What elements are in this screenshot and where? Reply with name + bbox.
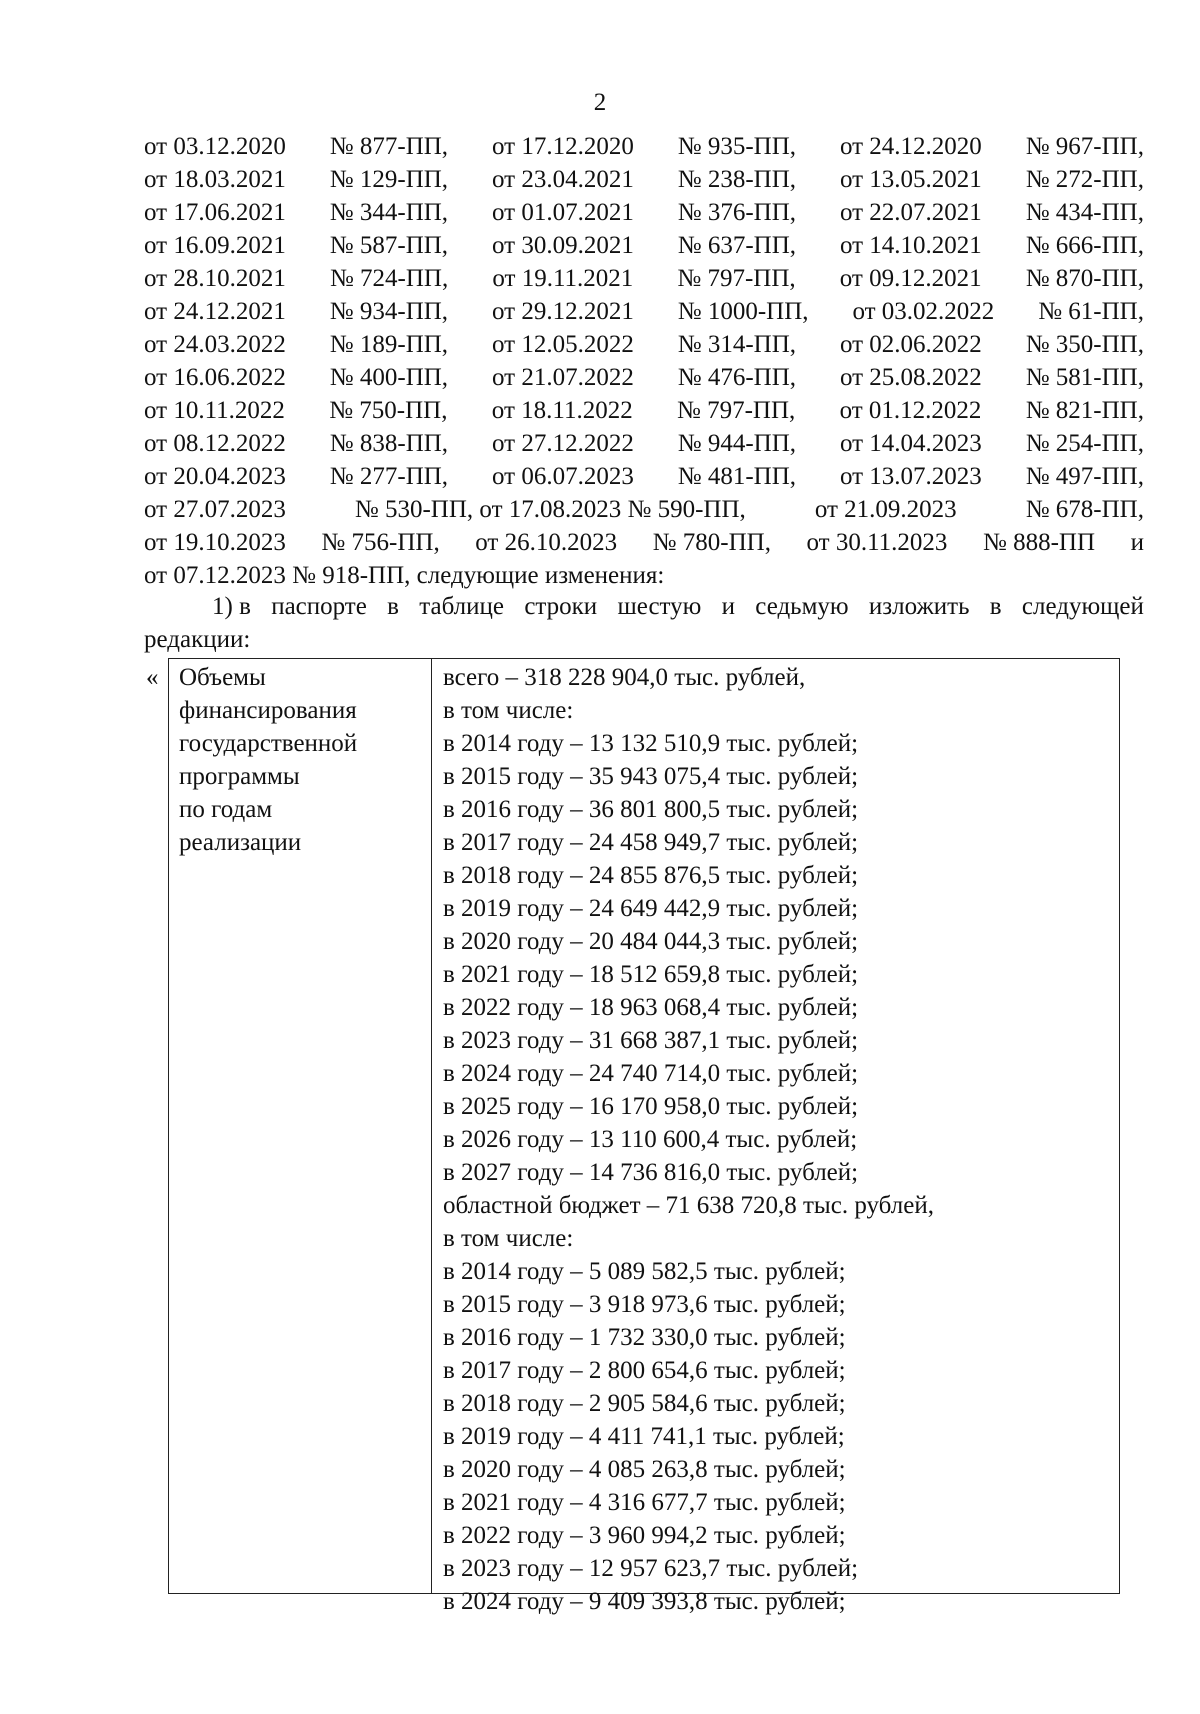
opening-quote: «: [146, 664, 159, 691]
amendment-item-line: редакции:: [144, 626, 251, 653]
amendment-item: [144, 590, 1144, 656]
funding-line: в 2017 году – 24 458 949,7 тыс. рублей;: [443, 829, 859, 856]
reference-number: № 376-ПП,: [677, 199, 797, 226]
references-block: [144, 130, 1144, 592]
reference-row: [144, 328, 1144, 361]
reference-number: № 400-ПП,: [329, 364, 449, 391]
reference-number: № 581-ПП,: [1025, 364, 1144, 391]
reference-date: от 14.04.2023: [839, 430, 982, 457]
amendment-word: строки: [524, 593, 598, 620]
reference-number: № 666-ПП,: [1025, 232, 1144, 259]
passport-label-cell: [169, 659, 432, 1593]
reference-row: [144, 163, 1144, 196]
funding-line: в 2020 году – 4 085 263,8 тыс. рублей;: [443, 1456, 846, 1483]
reference-row: [144, 460, 1144, 493]
reference-number: № 476-ПП,: [677, 364, 797, 391]
reference-number: № 434-ПП,: [1025, 199, 1144, 226]
reference-date: от 20.04.2023: [144, 463, 286, 490]
funding-line: в 2017 году – 2 800 654,6 тыс. рублей;: [443, 1357, 846, 1384]
reference-row: [144, 427, 1144, 460]
funding-line: в 2024 году – 24 740 714,0 тыс. рублей;: [443, 1060, 859, 1087]
reference-date: от 25.08.2022: [839, 364, 982, 391]
reference-date: от 12.05.2022: [491, 331, 634, 358]
funding-line: в 2027 году – 14 736 816,0 тыс. рублей;: [443, 1159, 859, 1186]
funding-line: в 2019 году – 24 649 442,9 тыс. рублей;: [443, 895, 859, 922]
amendment-word: таблице: [419, 593, 505, 620]
reference-date: от 23.04.2021: [491, 166, 634, 193]
reference-conjunction: и: [1130, 529, 1144, 556]
reference-number: № 870-ПП,: [1025, 265, 1144, 292]
reference-date: от 19.11.2021: [492, 265, 634, 292]
funding-line: в 2019 году – 4 411 741,1 тыс. рублей;: [443, 1423, 845, 1450]
amendment-word: в: [387, 593, 399, 620]
funding-line: в 2015 году – 3 918 973,6 тыс. рублей;: [443, 1291, 846, 1318]
reference-number: № 350-ПП,: [1025, 331, 1144, 358]
amendment-word: и: [721, 593, 735, 620]
reference-number: № 314-ПП,: [677, 331, 797, 358]
reference-row: [144, 361, 1144, 394]
reference-date: от 10.11.2022: [144, 397, 285, 424]
reference-number: № 821-ПП,: [1025, 397, 1144, 424]
reference-date: от 29.12.2021: [491, 298, 634, 325]
reference-number: № 797-ПП,: [676, 397, 796, 424]
reference-number: № 129-ПП,: [329, 166, 449, 193]
reference-number: № 934-ПП,: [329, 298, 449, 325]
reference-number: № 877-ПП,: [329, 133, 449, 160]
funding-line: в 2014 году – 5 089 582,5 тыс. рублей;: [443, 1258, 846, 1285]
passport-label-line: реализации: [179, 829, 302, 856]
amendment-word: в: [989, 593, 1002, 620]
reference-row: [144, 295, 1144, 328]
funding-line: в 2024 году – 9 409 393,8 тыс. рублей;: [443, 1588, 846, 1615]
passport-label-line: программы: [179, 763, 300, 790]
reference-number: № 1000-ПП,: [677, 298, 809, 325]
passport-value-cell: [432, 659, 1119, 1615]
reference-date: от 08.12.2022: [144, 430, 286, 457]
reference-number: № 272-ПП,: [1025, 166, 1144, 193]
reference-date: от 19.10.2023: [144, 529, 286, 556]
reference-date: от 24.12.2020: [839, 133, 982, 160]
funding-line: в 2026 году – 13 110 600,4 тыс. рублей;: [443, 1126, 858, 1153]
reference-date: от 03.12.2020: [144, 133, 286, 160]
reference-date: от 13.07.2023: [839, 463, 982, 490]
amendment-word: 1) в: [212, 593, 251, 620]
reference-number: № 497-ПП,: [1025, 463, 1144, 490]
funding-line: в том числе:: [443, 1225, 574, 1252]
funding-line: в 2014 году – 13 132 510,9 тыс. рублей;: [443, 730, 859, 757]
reference-number: № 944-ПП,: [677, 430, 797, 457]
reference-date: от 01.07.2021: [491, 199, 634, 226]
reference-row: [144, 262, 1144, 295]
reference-date: от 17.12.2020: [491, 133, 634, 160]
reference-date: от 16.09.2021: [144, 232, 286, 259]
funding-line: в 2015 году – 35 943 075,4 тыс. рублей;: [443, 763, 859, 790]
reference-date: от 26.10.2023: [475, 529, 618, 556]
reference-date: от 02.06.2022: [839, 331, 982, 358]
reference-row: [144, 196, 1144, 229]
funding-line: в 2025 году – 16 170 958,0 тыс. рублей;: [443, 1093, 859, 1120]
reference-number: № 530-ПП, от 17.08.2023 № 590-ПП,: [354, 496, 746, 523]
reference-date: от 22.07.2021: [839, 199, 982, 226]
reference-number: № 797-ПП,: [677, 265, 796, 292]
reference-row: [144, 526, 1144, 559]
reference-date: от 27.12.2022: [491, 430, 634, 457]
reference-row: [144, 493, 1144, 526]
reference-number: № 724-ПП,: [329, 265, 449, 292]
reference-date: от 17.06.2021: [144, 199, 286, 226]
reference-number: № 189-ПП,: [329, 331, 449, 358]
amendment-word: следующей: [1021, 593, 1144, 620]
passport-label-line: по годам: [179, 796, 273, 823]
reference-row: [144, 130, 1144, 163]
reference-number: № 780-ПП,: [652, 529, 771, 556]
reference-date: от 01.12.2022: [839, 397, 982, 424]
reference-date: от 30.11.2023: [806, 529, 948, 556]
funding-line: в 2020 году – 20 484 044,3 тыс. рублей;: [443, 928, 859, 955]
funding-line: в том числе:: [443, 697, 574, 724]
passport-label-line: государственной: [179, 730, 358, 757]
reference-last-line: от 07.12.2023 № 918-ПП, следующие изменения:: [144, 562, 665, 589]
passport-table: [168, 658, 1120, 1615]
reference-number: № 481-ПП,: [677, 463, 797, 490]
reference-number: № 888-ПП: [982, 529, 1096, 556]
reference-date: от 14.10.2021: [839, 232, 982, 259]
reference-date: от 06.07.2023: [491, 463, 634, 490]
reference-number: № 254-ПП,: [1025, 430, 1144, 457]
passport-label-line: финансирования: [179, 697, 357, 724]
reference-date: от 21.07.2022: [491, 364, 634, 391]
reference-row: [144, 229, 1144, 262]
page-number: 2: [593, 89, 607, 116]
funding-line: в 2018 году – 2 905 584,6 тыс. рублей;: [443, 1390, 846, 1417]
reference-date: от 28.10.2021: [144, 265, 286, 292]
amendment-item-line: [144, 590, 1144, 623]
funding-line: в 2016 году – 36 801 800,5 тыс. рублей;: [443, 796, 859, 823]
reference-date: от 09.12.2021: [839, 265, 982, 292]
reference-date: от 21.09.2023: [814, 496, 957, 523]
passport-label-line: Объемы: [179, 664, 266, 691]
reference-number: № 838-ПП,: [329, 430, 449, 457]
reference-date: от 16.06.2022: [144, 364, 286, 391]
amendment-word: седьмую: [755, 593, 849, 620]
reference-date: от 13.05.2021: [839, 166, 982, 193]
reference-number: № 750-ПП,: [329, 397, 448, 424]
amendment-word: шестую: [617, 593, 702, 620]
funding-line: всего – 318 228 904,0 тыс. рублей,: [443, 664, 806, 691]
reference-row: [144, 394, 1144, 427]
reference-number: № 935-ПП,: [677, 133, 797, 160]
reference-date: от 27.07.2023: [144, 496, 286, 523]
reference-number: № 967-ПП,: [1025, 133, 1144, 160]
reference-number: № 238-ПП,: [677, 166, 797, 193]
reference-number: № 587-ПП,: [329, 232, 449, 259]
reference-number: № 637-ПП,: [677, 232, 797, 259]
reference-number: № 344-ПП,: [329, 199, 449, 226]
amendment-word: паспорте: [271, 593, 367, 620]
reference-date: от 24.03.2022: [144, 331, 286, 358]
funding-line: в 2018 году – 24 855 876,5 тыс. рублей;: [443, 862, 859, 889]
funding-line: в 2023 году – 31 668 387,1 тыс. рублей;: [443, 1027, 859, 1054]
reference-date: от 18.03.2021: [144, 166, 286, 193]
reference-date: от 24.12.2021: [144, 298, 286, 325]
funding-line: в 2021 году – 4 316 677,7 тыс. рублей;: [443, 1489, 846, 1516]
funding-line: областной бюджет – 71 638 720,8 тыс. рублей,: [443, 1192, 934, 1219]
funding-line: в 2023 году – 12 957 623,7 тыс. рублей;: [443, 1555, 859, 1582]
reference-date: от 18.11.2022: [491, 397, 633, 424]
funding-line: в 2016 году – 1 732 330,0 тыс. рублей;: [443, 1324, 846, 1351]
reference-date: от 03.02.2022: [852, 298, 995, 325]
funding-line: в 2022 году – 18 963 068,4 тыс. рублей;: [443, 994, 859, 1021]
funding-line: в 2022 году – 3 960 994,2 тыс. рублей;: [443, 1522, 846, 1549]
funding-line: в 2021 году – 18 512 659,8 тыс. рублей;: [443, 961, 859, 988]
reference-number: № 756-ПП,: [321, 529, 440, 556]
reference-date: от 30.09.2021: [491, 232, 634, 259]
reference-number: № 61-ПП,: [1038, 298, 1144, 325]
reference-number: № 277-ПП,: [329, 463, 449, 490]
reference-number: № 678-ПП,: [1025, 496, 1144, 523]
amendment-word: изложить: [868, 593, 970, 620]
